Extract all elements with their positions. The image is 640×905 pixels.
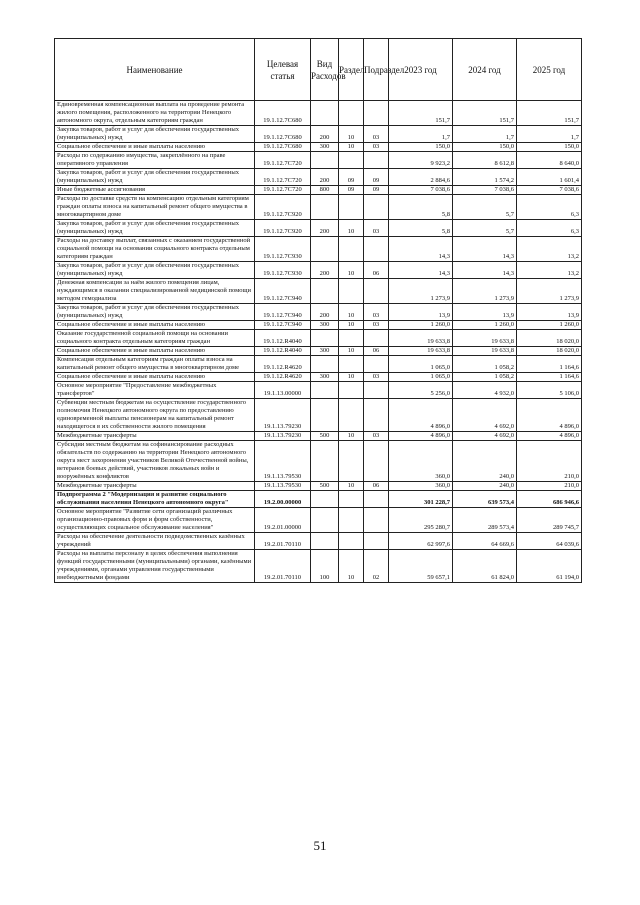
row-subsection bbox=[364, 441, 389, 482]
row-value-2023: 19 633,8 bbox=[389, 330, 453, 347]
row-value-2025: 8 640,0 bbox=[517, 152, 582, 169]
row-subsection bbox=[364, 399, 389, 432]
row-name: Межбюджетные трансферты bbox=[55, 482, 255, 491]
row-value-2024: 4 932,0 bbox=[453, 382, 517, 399]
row-value-2025: 289 745,7 bbox=[517, 508, 582, 533]
table-row bbox=[55, 356, 582, 373]
table-row bbox=[55, 186, 582, 195]
row-value-2023: 4 896,0 bbox=[389, 399, 453, 432]
row-name: Оказание государственной социальной помощи на основании социального контракта отдельным категориям граждан bbox=[55, 330, 255, 347]
row-expense-type: 300 bbox=[311, 373, 339, 382]
header-subsection: Подраздел bbox=[364, 39, 389, 101]
row-subsection bbox=[364, 152, 389, 169]
row-expense-type bbox=[311, 152, 339, 169]
row-value-2025: 5 106,0 bbox=[517, 382, 582, 399]
row-expense-type: 500 bbox=[311, 432, 339, 441]
table-row bbox=[55, 126, 582, 143]
row-value-2023: 14,3 bbox=[389, 262, 453, 279]
row-code: 19.1.12.7С680 bbox=[255, 143, 311, 152]
row-subsection: 03 bbox=[364, 432, 389, 441]
row-section bbox=[339, 399, 364, 432]
row-expense-type bbox=[311, 279, 339, 304]
row-value-2024: 5,7 bbox=[453, 195, 517, 220]
row-name: Расходы по доставке средств на компенсацию отдельным категориям граждан оплаты взноса на капитальный ремонт общего имущества в многоквартирном доме bbox=[55, 195, 255, 220]
row-value-2023: 360,0 bbox=[389, 441, 453, 482]
row-code: 19.1.12.7С940 bbox=[255, 304, 311, 321]
row-subsection bbox=[364, 508, 389, 533]
row-value-2023: 14,3 bbox=[389, 237, 453, 262]
header-2023: 2023 год bbox=[389, 39, 453, 101]
row-expense-type bbox=[311, 330, 339, 347]
row-value-2024: 1 574,2 bbox=[453, 169, 517, 186]
row-value-2024: 7 038,6 bbox=[453, 186, 517, 195]
row-expense-type bbox=[311, 399, 339, 432]
row-expense-type: 200 bbox=[311, 304, 339, 321]
row-value-2024: 5,7 bbox=[453, 220, 517, 237]
row-value-2024: 151,7 bbox=[453, 101, 517, 126]
row-value-2025: 1 260,0 bbox=[517, 321, 582, 330]
header-name: Наименование bbox=[55, 39, 255, 101]
row-value-2025: 13,2 bbox=[517, 262, 582, 279]
row-subsection: 03 bbox=[364, 321, 389, 330]
table-row bbox=[55, 152, 582, 169]
row-code: 19.1.12.7С940 bbox=[255, 279, 311, 304]
row-subsection bbox=[364, 279, 389, 304]
row-expense-type bbox=[311, 491, 339, 508]
row-name: Основное мероприятие "Предоставление межбюджетных трансфертов" bbox=[55, 382, 255, 399]
row-value-2025: 61 194,0 bbox=[517, 550, 582, 583]
row-name: Субвенции местным бюджетам на осуществление государственного полномочия Ненецкого автономного округа по предоставлению единовременной выплаты пенсионерам на капитальный ремонт находящегося в их собственности жилого помещения bbox=[55, 399, 255, 432]
row-name: Социальное обеспечение и иные выплаты населению bbox=[55, 321, 255, 330]
row-value-2025: 151,7 bbox=[517, 101, 582, 126]
row-value-2023: 2 884,6 bbox=[389, 169, 453, 186]
row-value-2025: 4 896,0 bbox=[517, 399, 582, 432]
row-value-2025: 6,3 bbox=[517, 220, 582, 237]
row-value-2023: 19 633,8 bbox=[389, 347, 453, 356]
row-value-2024: 64 669,6 bbox=[453, 533, 517, 550]
table-row bbox=[55, 373, 582, 382]
table-row bbox=[55, 399, 582, 432]
row-subsection bbox=[364, 382, 389, 399]
row-value-2025: 7 038,6 bbox=[517, 186, 582, 195]
row-value-2023: 360,0 bbox=[389, 482, 453, 491]
row-value-2024: 1 058,2 bbox=[453, 373, 517, 382]
table-row bbox=[55, 169, 582, 186]
row-code: 19.1.13.79530 bbox=[255, 441, 311, 482]
table-row bbox=[55, 220, 582, 237]
row-subsection bbox=[364, 330, 389, 347]
table-row bbox=[55, 330, 582, 347]
row-subsection bbox=[364, 101, 389, 126]
table-body bbox=[55, 101, 582, 583]
row-expense-type bbox=[311, 101, 339, 126]
row-subsection bbox=[364, 491, 389, 508]
row-subsection: 03 bbox=[364, 304, 389, 321]
row-value-2025: 210,0 bbox=[517, 441, 582, 482]
row-value-2024: 1 058,2 bbox=[453, 356, 517, 373]
row-section: 10 bbox=[339, 262, 364, 279]
row-code: 19.1.13.79530 bbox=[255, 482, 311, 491]
row-subsection bbox=[364, 237, 389, 262]
table-row bbox=[55, 491, 582, 508]
row-section: 10 bbox=[339, 321, 364, 330]
row-subsection bbox=[364, 195, 389, 220]
row-value-2023: 1,7 bbox=[389, 126, 453, 143]
row-code: 19.1.12.R4620 bbox=[255, 373, 311, 382]
row-code: 19.1.12.7С920 bbox=[255, 220, 311, 237]
row-section bbox=[339, 508, 364, 533]
row-expense-type: 200 bbox=[311, 220, 339, 237]
row-name: Компенсация отдельным категориям граждан оплаты взноса на капитальный ремонт общего имущества в многоквартирном доме bbox=[55, 356, 255, 373]
row-expense-type bbox=[311, 508, 339, 533]
row-name: Расходы на доставку выплат, связанных с оказанием государственной социальной помощи на основании социального контракта отдельным категориям граждан bbox=[55, 237, 255, 262]
table-row bbox=[55, 101, 582, 126]
row-code: 19.1.12.7С720 bbox=[255, 169, 311, 186]
row-code: 19.2.01.70110 bbox=[255, 550, 311, 583]
row-name: Подпрограмма 2 "Модернизация и развитие социального обслуживания населения Ненецкого автономного округа" bbox=[55, 491, 255, 508]
row-value-2023: 5,8 bbox=[389, 195, 453, 220]
row-code: 19.1.12.7С920 bbox=[255, 195, 311, 220]
row-value-2025: 13,2 bbox=[517, 237, 582, 262]
row-section bbox=[339, 195, 364, 220]
row-subsection: 06 bbox=[364, 482, 389, 491]
row-name: Иные бюджетные ассигнования bbox=[55, 186, 255, 195]
row-subsection: 03 bbox=[364, 220, 389, 237]
row-expense-type: 300 bbox=[311, 321, 339, 330]
row-code: 19.2.01.00000 bbox=[255, 508, 311, 533]
row-section bbox=[339, 279, 364, 304]
row-section bbox=[339, 441, 364, 482]
row-value-2023: 13,9 bbox=[389, 304, 453, 321]
row-value-2025: 1 601,4 bbox=[517, 169, 582, 186]
table-row bbox=[55, 143, 582, 152]
row-expense-type: 300 bbox=[311, 143, 339, 152]
row-subsection bbox=[364, 356, 389, 373]
row-code: 19.1.12.7С680 bbox=[255, 101, 311, 126]
row-expense-type bbox=[311, 356, 339, 373]
row-section: 10 bbox=[339, 482, 364, 491]
row-value-2024: 19 633,8 bbox=[453, 330, 517, 347]
row-code: 19.1.12.R4040 bbox=[255, 330, 311, 347]
table-row bbox=[55, 508, 582, 533]
row-subsection: 09 bbox=[364, 169, 389, 186]
row-name: Закупка товаров, работ и услуг для обеспечения государственных (муниципальных) нужд bbox=[55, 262, 255, 279]
table-row bbox=[55, 321, 582, 330]
row-section: 10 bbox=[339, 550, 364, 583]
row-section bbox=[339, 491, 364, 508]
page-number: 51 bbox=[313, 838, 327, 853]
budget-table bbox=[54, 38, 582, 583]
row-name: Расходы на обеспечение деятельности подведомственных казённых учреждений bbox=[55, 533, 255, 550]
row-code: 19.1.12.7С680 bbox=[255, 126, 311, 143]
table-row bbox=[55, 482, 582, 491]
row-value-2025: 18 020,0 bbox=[517, 330, 582, 347]
row-section bbox=[339, 330, 364, 347]
row-expense-type: 200 bbox=[311, 126, 339, 143]
row-value-2024: 289 573,4 bbox=[453, 508, 517, 533]
row-section bbox=[339, 382, 364, 399]
row-section: 10 bbox=[339, 220, 364, 237]
header-code: Целевая статья bbox=[255, 39, 311, 101]
row-name: Единовременная компенсационная выплата на проведение ремонта жилого помещения, расположенного на территории Ненецкого автономного округа, отдельным категориям граждан bbox=[55, 101, 255, 126]
row-name: Расходы по содержанию имущества, закреплённого на праве оперативного управления bbox=[55, 152, 255, 169]
row-expense-type: 300 bbox=[311, 347, 339, 356]
row-name: Межбюджетные трансферты bbox=[55, 432, 255, 441]
row-name: Социальное обеспечение и иные выплаты населению bbox=[55, 347, 255, 356]
row-name: Закупка товаров, работ и услуг для обеспечения государственных (муниципальных) нужд bbox=[55, 220, 255, 237]
row-value-2025: 6,3 bbox=[517, 195, 582, 220]
row-value-2023: 5 256,0 bbox=[389, 382, 453, 399]
row-value-2023: 295 280,7 bbox=[389, 508, 453, 533]
row-name: Основное мероприятие "Развитие сети организаций различных организационно-правовых форм и форм собственности, осуществляющих социальное обслуживание населения" bbox=[55, 508, 255, 533]
row-value-2025: 150,0 bbox=[517, 143, 582, 152]
row-value-2025: 210,0 bbox=[517, 482, 582, 491]
row-section bbox=[339, 356, 364, 373]
row-value-2025: 18 020,0 bbox=[517, 347, 582, 356]
row-value-2025: 1 164,6 bbox=[517, 373, 582, 382]
row-subsection: 02 bbox=[364, 550, 389, 583]
row-section bbox=[339, 101, 364, 126]
row-code: 19.1.13.79230 bbox=[255, 432, 311, 441]
row-expense-type: 100 bbox=[311, 550, 339, 583]
row-value-2024: 1,7 bbox=[453, 126, 517, 143]
row-subsection: 03 bbox=[364, 126, 389, 143]
row-value-2023: 9 923,2 bbox=[389, 152, 453, 169]
table-row bbox=[55, 382, 582, 399]
row-value-2024: 14,3 bbox=[453, 262, 517, 279]
row-value-2024: 1 273,9 bbox=[453, 279, 517, 304]
row-expense-type: 800 bbox=[311, 186, 339, 195]
row-expense-type bbox=[311, 533, 339, 550]
row-section bbox=[339, 152, 364, 169]
row-name: Закупка товаров, работ и услуг для обеспечения государственных (муниципальных) нужд bbox=[55, 169, 255, 186]
row-section bbox=[339, 533, 364, 550]
row-code: 19.1.12.7С940 bbox=[255, 321, 311, 330]
header-2024: 2024 год bbox=[453, 39, 517, 101]
row-name: Социальное обеспечение и иные выплаты населению bbox=[55, 373, 255, 382]
table-row bbox=[55, 347, 582, 356]
table-row bbox=[55, 237, 582, 262]
row-subsection bbox=[364, 533, 389, 550]
row-value-2025: 1 164,6 bbox=[517, 356, 582, 373]
row-value-2024: 639 573,4 bbox=[453, 491, 517, 508]
row-expense-type: 200 bbox=[311, 262, 339, 279]
row-code: 19.1.12.7С930 bbox=[255, 237, 311, 262]
row-subsection: 03 bbox=[364, 143, 389, 152]
table-row bbox=[55, 262, 582, 279]
row-section: 10 bbox=[339, 304, 364, 321]
row-name: Социальное обеспечение и иные выплаты населению bbox=[55, 143, 255, 152]
table-row bbox=[55, 195, 582, 220]
row-value-2023: 1 273,9 bbox=[389, 279, 453, 304]
row-value-2024: 8 612,8 bbox=[453, 152, 517, 169]
row-expense-type bbox=[311, 382, 339, 399]
row-expense-type: 200 bbox=[311, 169, 339, 186]
row-subsection: 09 bbox=[364, 186, 389, 195]
row-section: 10 bbox=[339, 143, 364, 152]
row-code: 19.1.12.7С720 bbox=[255, 186, 311, 195]
row-code: 19.1.12.R4040 bbox=[255, 347, 311, 356]
row-section bbox=[339, 237, 364, 262]
row-value-2024: 13,9 bbox=[453, 304, 517, 321]
row-subsection: 06 bbox=[364, 262, 389, 279]
row-value-2023: 1 260,0 bbox=[389, 321, 453, 330]
row-value-2024: 1 260,0 bbox=[453, 321, 517, 330]
row-section: 09 bbox=[339, 169, 364, 186]
row-value-2024: 150,0 bbox=[453, 143, 517, 152]
row-section: 10 bbox=[339, 373, 364, 382]
row-value-2023: 59 657,1 bbox=[389, 550, 453, 583]
row-section: 09 bbox=[339, 186, 364, 195]
row-expense-type bbox=[311, 441, 339, 482]
row-value-2025: 686 946,6 bbox=[517, 491, 582, 508]
row-value-2023: 301 228,7 bbox=[389, 491, 453, 508]
row-subsection: 03 bbox=[364, 373, 389, 382]
row-value-2023: 7 038,6 bbox=[389, 186, 453, 195]
row-value-2025: 64 039,6 bbox=[517, 533, 582, 550]
row-value-2024: 240,0 bbox=[453, 441, 517, 482]
row-name: Расходы на выплаты персоналу в целях обеспечения выполнения функций государственными (муниципальными) органами, казёнными учреждениями, органами управления государственными внебюджетными фондами bbox=[55, 550, 255, 583]
row-expense-type bbox=[311, 237, 339, 262]
table-row bbox=[55, 550, 582, 583]
row-value-2023: 1 065,0 bbox=[389, 356, 453, 373]
row-expense-type: 500 bbox=[311, 482, 339, 491]
row-name: Закупка товаров, работ и услуг для обеспечения государственных (муниципальных) нужд bbox=[55, 126, 255, 143]
row-code: 19.2.01.70110 bbox=[255, 533, 311, 550]
row-code: 19.1.12.7С720 bbox=[255, 152, 311, 169]
row-value-2025: 13,9 bbox=[517, 304, 582, 321]
row-value-2024: 4 692,0 bbox=[453, 399, 517, 432]
row-value-2025: 4 896,0 bbox=[517, 432, 582, 441]
row-value-2025: 1,7 bbox=[517, 126, 582, 143]
row-value-2023: 5,8 bbox=[389, 220, 453, 237]
row-value-2024: 4 692,0 bbox=[453, 432, 517, 441]
row-value-2023: 4 896,0 bbox=[389, 432, 453, 441]
row-name: Денежная компенсация за наём жилого помещения лицам, нуждающимся в оказании специализированной медицинской помощи методом гемодиализа bbox=[55, 279, 255, 304]
row-name: Закупка товаров, работ и услуг для обеспечения государственных (муниципальных) нужд bbox=[55, 304, 255, 321]
row-subsection: 06 bbox=[364, 347, 389, 356]
table-row bbox=[55, 533, 582, 550]
row-value-2023: 1 065,0 bbox=[389, 373, 453, 382]
row-value-2023: 62 997,6 bbox=[389, 533, 453, 550]
header-expense-type: Вид Расходов bbox=[311, 39, 339, 101]
header-row bbox=[55, 39, 582, 101]
row-section: 10 bbox=[339, 126, 364, 143]
row-value-2024: 14,3 bbox=[453, 237, 517, 262]
header-2025: 2025 год bbox=[517, 39, 582, 101]
table-row bbox=[55, 441, 582, 482]
row-code: 19.1.13.00000 bbox=[255, 382, 311, 399]
row-code: 19.1.13.79230 bbox=[255, 399, 311, 432]
row-value-2024: 240,0 bbox=[453, 482, 517, 491]
row-code: 19.1.12.R4620 bbox=[255, 356, 311, 373]
table-row bbox=[55, 432, 582, 441]
row-value-2024: 61 824,0 bbox=[453, 550, 517, 583]
row-value-2024: 19 633,8 bbox=[453, 347, 517, 356]
row-section: 10 bbox=[339, 432, 364, 441]
row-section: 10 bbox=[339, 347, 364, 356]
table-row bbox=[55, 279, 582, 304]
table-row bbox=[55, 304, 582, 321]
row-expense-type bbox=[311, 195, 339, 220]
row-code: 19.1.12.7С930 bbox=[255, 262, 311, 279]
header-section: Раздел bbox=[339, 39, 364, 101]
row-code: 19.2.00.00000 bbox=[255, 491, 311, 508]
row-value-2023: 151,7 bbox=[389, 101, 453, 126]
row-value-2023: 150,0 bbox=[389, 143, 453, 152]
row-name: Субсидии местным бюджетам на софинансирование расходных обязательств по содержанию на территории Ненецкого автономного округа мест захоронения участников Великой Отечественной войны, ветеранов боевых действий, участников локальных войн и вооружённых конфликтов bbox=[55, 441, 255, 482]
row-value-2025: 1 273,9 bbox=[517, 279, 582, 304]
